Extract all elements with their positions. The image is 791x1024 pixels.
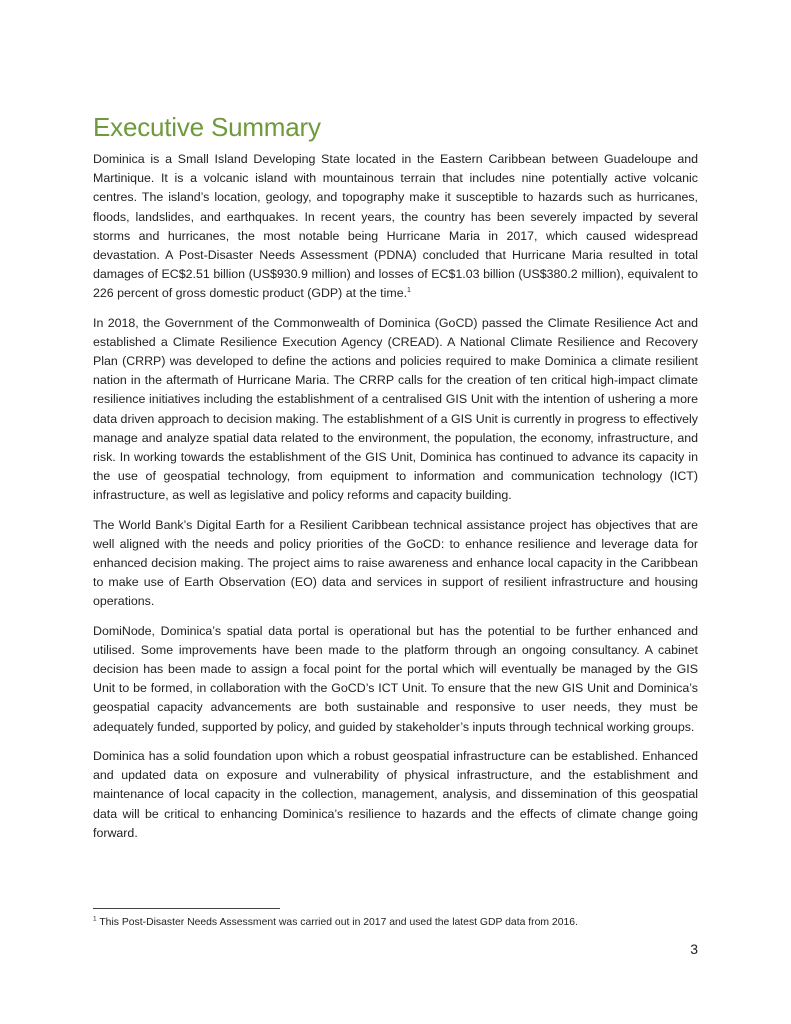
paragraph-intro — [93, 150, 698, 304]
footnote-reference[interactable]: 1 — [407, 287, 411, 295]
footnote-text: This Post-Disaster Needs Assessment was carried out in 2017 and used the latest GDP data from 2016. — [99, 917, 578, 928]
page-number: 3 — [690, 941, 698, 957]
paragraph-intro-text: Dominica is a Small Island Developing State located in the Eastern Caribbean between Guadeloupe and Martinique. It is a volcanic island with mountainous terrain that includes nine potentially active volcanic centres. The island’s location, geology, and topography make it susceptible to hazards such as hurricanes, floods, landslides, and earthquakes. In recent years, the country has been severely impacted by several storms and hurricanes, the most notable being Hurricane Maria in 2017, which caused widespread devastation. A Post-Disaster Needs Assessment (PDNA) concluded that Hurricane Maria resulted in total damages of EC$2.51 billion (US$930.9 million) and losses of EC$1.03 billion (US$380.2 million), equivalent to 226 percent of gross domestic product (GDP) at the time. — [93, 152, 698, 301]
footnote-marker: 1 — [93, 915, 97, 923]
paragraph-world-bank: The World Bank’s Digital Earth for a Resilient Caribbean technical assistance project has objectives that are well aligned with the needs and policy priorities of the GoCD: to enhance resilience and leverage data for enhanced decision making. The project aims to raise awareness and enhance local capacity in the Caribbean to make use of Earth Observation (EO) data and services in support of resilient infrastructure and housing operations. — [93, 517, 698, 609]
paragraph-dominode: DomiNode, Dominica’s spatial data portal is operational but has the potential to be further enhanced and utilised. Some improvements have been made to the platform through an ongoing consultancy. A cabinet decision has been made to assign a focal point for the portal which will eventually be managed by the GIS Unit to be formed, in collaboration with the GoCD’s ICT Unit. To ensure that the new GIS Unit and Dominica’s geospatial capacity advancements are both sustainable and responsive to user needs, they must be adequately funded, supported by policy, and guided by stakeholder’s inputs through technical working groups. — [93, 623, 698, 734]
footnote-divider — [93, 908, 280, 909]
paragraph-conclusion: Dominica has a solid foundation upon which a robust geospatial infrastructure can be established. Enhanced and updated data on exposure and vulnerability of physical infrastructure, and the establishment and maintenance of local capacity in the collection, management, analysis, and dissemination of this geospatial data will be critical to enhancing Dominica’s resilience to hazards and the effects of climate change going forward. — [93, 748, 698, 840]
paragraph-gocd: In 2018, the Government of the Commonwealth of Dominica (GoCD) passed the Climate Resilience Act and established a Climate Resilience Execution Agency (CREAD). A National Climate Resilience and Recovery Plan (CRRP) was developed to define the actions and policies required to make Dominica a climate resilient nation in the aftermath of Hurricane Maria. The CRRP calls for the creation of ten critical high-impact climate resilience initiatives including the establishment of a centralised GIS Unit with the intention of ushering a more data driven approach to decision making. The establishment of a GIS Unit is currently in progress to effectively manage and analyze spatial data related to the environment, the population, the economy, infrastructure, and risk. In working towards the establishment of the GIS Unit, Dominica has continued to advance its capacity in the use of geospatial technology, from equipment to information and communication technology (ICT) infrastructure, as well as legislative and policy reforms and capacity building. — [93, 315, 698, 503]
body-text — [93, 150, 698, 853]
footnote — [93, 916, 698, 930]
page-title: Executive Summary — [93, 112, 321, 143]
